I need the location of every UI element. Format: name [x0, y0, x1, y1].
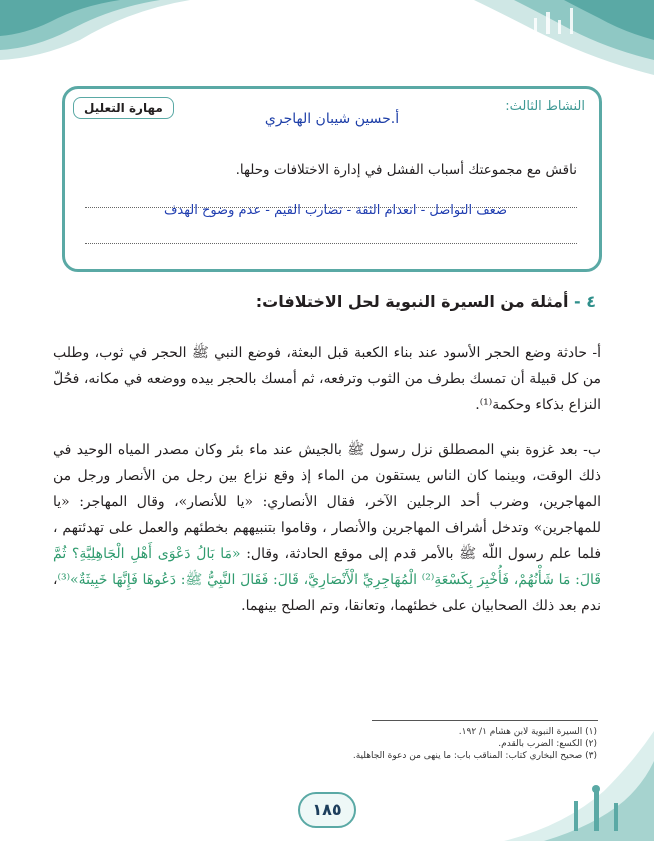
paragraph-b [53, 437, 601, 619]
footnotes [353, 726, 597, 762]
paragraph-b-text: ب- بعد غزوة بني المصطلق نزل رسول ﷺ بالجيش عند ماء بئر وكان مصدر المياه الوحيد في ذلك الوقت، وبينما كان الناس يستقون من الماء إذ وقع نزاع بين رجل من الأنصار ورجل من المهاجرين، وضرب أحد الرجلين الآخر، فقال الأنصاري: «يا للأنصار»، وقال المهاجر: «يا للمهاجرين» وتدخل أشراف المهاجرين والأنصار ، وقاموا بتنبيههم بخطئهم والعمل على تهدئتهم ، فلما علم رسول اللّه ﷺ بالأمر قدم إلى موقع الحادثة، وقال: [53, 442, 602, 562]
activity-question: ناقش مع مجموعتك أسباب الفشل في إدارة الاختلافات وحلها. [235, 162, 577, 178]
footnote-1: (١) السيرة النبوية لابن هشام ١/ ١٩٢. [458, 727, 597, 737]
paragraph-a: أ- حادثة وضع الحجر الأسود عند بناء الكعبة قبل البعثة، فوضع النبي ﷺ الحجر في ثوب، وطلب من كل قبيلة أن تمسك بطرف من الثوب وترفعه، ثم أمسك بالحجر بيده ووضعه في مكانه، فحُلّ النزاع بذكاء وحكمة⁽¹⁾. [53, 345, 601, 413]
answer-line-2 [85, 243, 577, 244]
activity-title: النشاط الثالث: [505, 99, 585, 114]
skill-badge: مهارة التعليل [73, 97, 174, 119]
page-number: ١٨٥ [298, 792, 356, 828]
paragraph-b-ending: ، ندم بعد ذلك الصحابيان على خطئهما، وتعانقا، وتم الصلح بينهما. [53, 572, 601, 614]
teacher-name: أ.حسين شيبان الهاجري [264, 111, 400, 127]
footnote-3: (٣) صحيح البخاري كتاب: المناقب باب: ما ينهى من دعوة الجاهلية. [352, 751, 597, 761]
section-number: ٤ - [574, 292, 596, 311]
footnote-divider [372, 720, 598, 721]
hadith-quote: «مَا بَالُ دَعْوَى أَهْلِ الْجَاهِلِيَّةِ؟ ثُمَّ قَالَ: مَا شَأْنُهُمْ، فَأُخْبِرَ بِكَسْعَةِ⁽²⁾ الْمُهَاجِرِيِّ الْأَنْصَارِيَّ، قَالَ: فَقَالَ النَّبِيُّ ﷺ: دَعُوهَا فَإِنَّهَا خَبِيثَةٌ»⁽³⁾ [53, 546, 601, 588]
top-left-ornament [0, 0, 190, 60]
footnote-2: (٢) الكسع: الضرب بالقدم. [498, 739, 597, 749]
activity-box [62, 86, 602, 272]
section-title: أمثلة من السيرة النبوية لحل الاختلافات: [255, 292, 569, 311]
top-right-ornament [474, 0, 654, 75]
section-heading [256, 292, 596, 311]
handwritten-answer: ضعف التواصل - انعدام الثقة - تضارب القيم - عدم وضوح الهدف [163, 203, 507, 218]
